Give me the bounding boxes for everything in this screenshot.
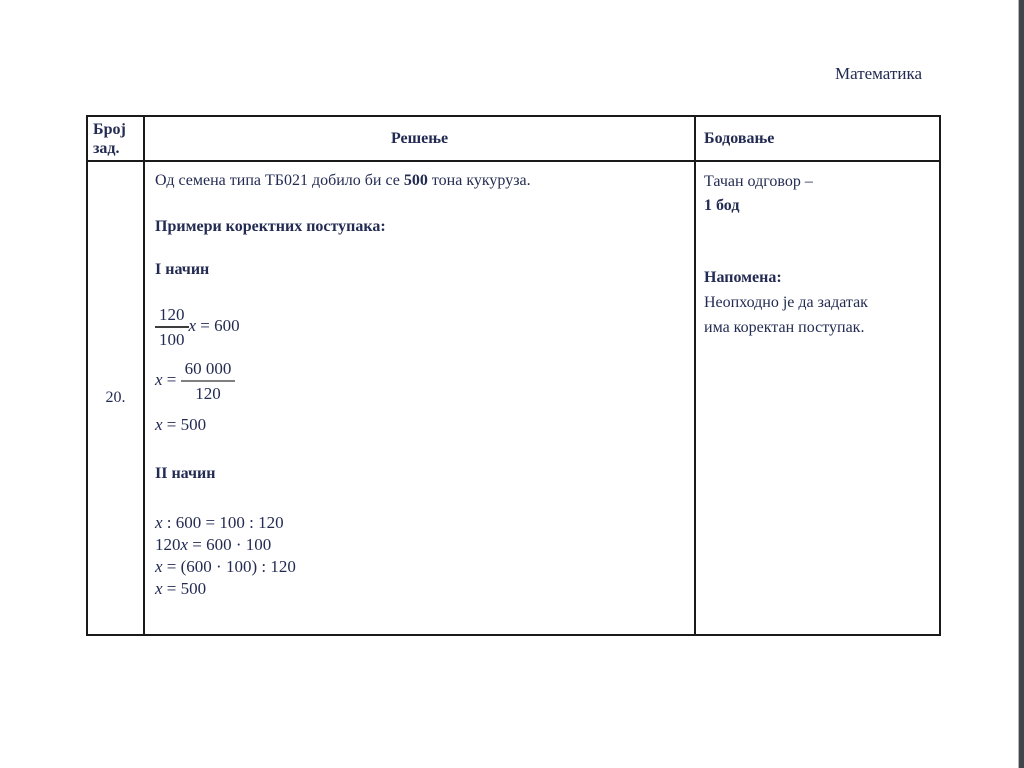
method1-heading: I начин xyxy=(155,261,210,278)
note-line1: Неопходно је да задатак xyxy=(704,294,868,311)
intro-pre: Од семена типа ТБ021 добило би се xyxy=(155,172,404,189)
method2-equations xyxy=(155,512,684,600)
scoring-table xyxy=(86,115,941,636)
equation-rhs: = 500 xyxy=(162,415,207,434)
equation-post: = 600 · 100 xyxy=(188,535,272,554)
equation-post: = (600 · 100) : 120 xyxy=(162,557,296,576)
variable-x: x xyxy=(155,513,163,532)
method2-heading: II начин xyxy=(155,465,216,482)
table-row xyxy=(87,161,940,635)
equation-post: = 500 xyxy=(162,579,207,598)
page-title: Математика xyxy=(834,64,922,83)
equals-sign: = xyxy=(162,369,181,389)
fraction-numerator: 120 xyxy=(155,304,189,328)
fraction-denominator: 100 xyxy=(159,330,185,349)
solution-cell xyxy=(144,161,695,635)
equation-line xyxy=(155,578,684,600)
page-right-edge xyxy=(1018,0,1024,768)
variable-x: x xyxy=(155,557,163,576)
variable-x: x xyxy=(155,579,163,598)
fraction-denominator: 120 xyxy=(195,384,221,403)
header-task-number xyxy=(87,116,144,161)
scoring-points: 1 бод xyxy=(704,197,740,214)
variable-x: x xyxy=(155,369,163,389)
header-task-number-line1: Број xyxy=(93,120,126,138)
table-header-row xyxy=(87,116,940,161)
equation-frac2 xyxy=(155,358,684,404)
note-line2: има коректан поступак. xyxy=(704,319,865,336)
examples-heading: Примери коректних поступака: xyxy=(155,218,386,235)
equation-line xyxy=(155,556,684,578)
scoring-cell xyxy=(695,161,940,635)
variable-x: x xyxy=(188,315,197,335)
header-scoring: Бодовање xyxy=(695,116,940,161)
scoring-answer-line: Тачан одговор – xyxy=(704,173,813,190)
fraction-numerator: 60 000 xyxy=(181,358,236,382)
equation-line xyxy=(155,534,684,556)
equation-result1 xyxy=(155,414,684,435)
equation-rhs: = 600 xyxy=(196,315,240,335)
header-solution: Решење xyxy=(144,116,695,161)
solution-intro xyxy=(155,170,684,191)
fraction-120-100 xyxy=(155,304,189,350)
intro-post: тона кукуруза. xyxy=(427,172,531,189)
note-heading: Напомена: xyxy=(704,269,782,286)
equation-post: : 600 = 100 : 120 xyxy=(162,513,284,532)
header-task-number-line2: зад. xyxy=(93,139,120,157)
fraction-60000-120 xyxy=(181,358,236,404)
equation-pre: 120 xyxy=(155,535,181,554)
equation-line xyxy=(155,512,684,534)
variable-x: x xyxy=(180,535,189,554)
intro-bold-value: 500 xyxy=(403,172,428,189)
equation-frac1 xyxy=(155,304,684,350)
variable-x: x xyxy=(155,415,163,434)
task-number-cell xyxy=(87,161,144,635)
task-number: 20. xyxy=(105,389,126,406)
